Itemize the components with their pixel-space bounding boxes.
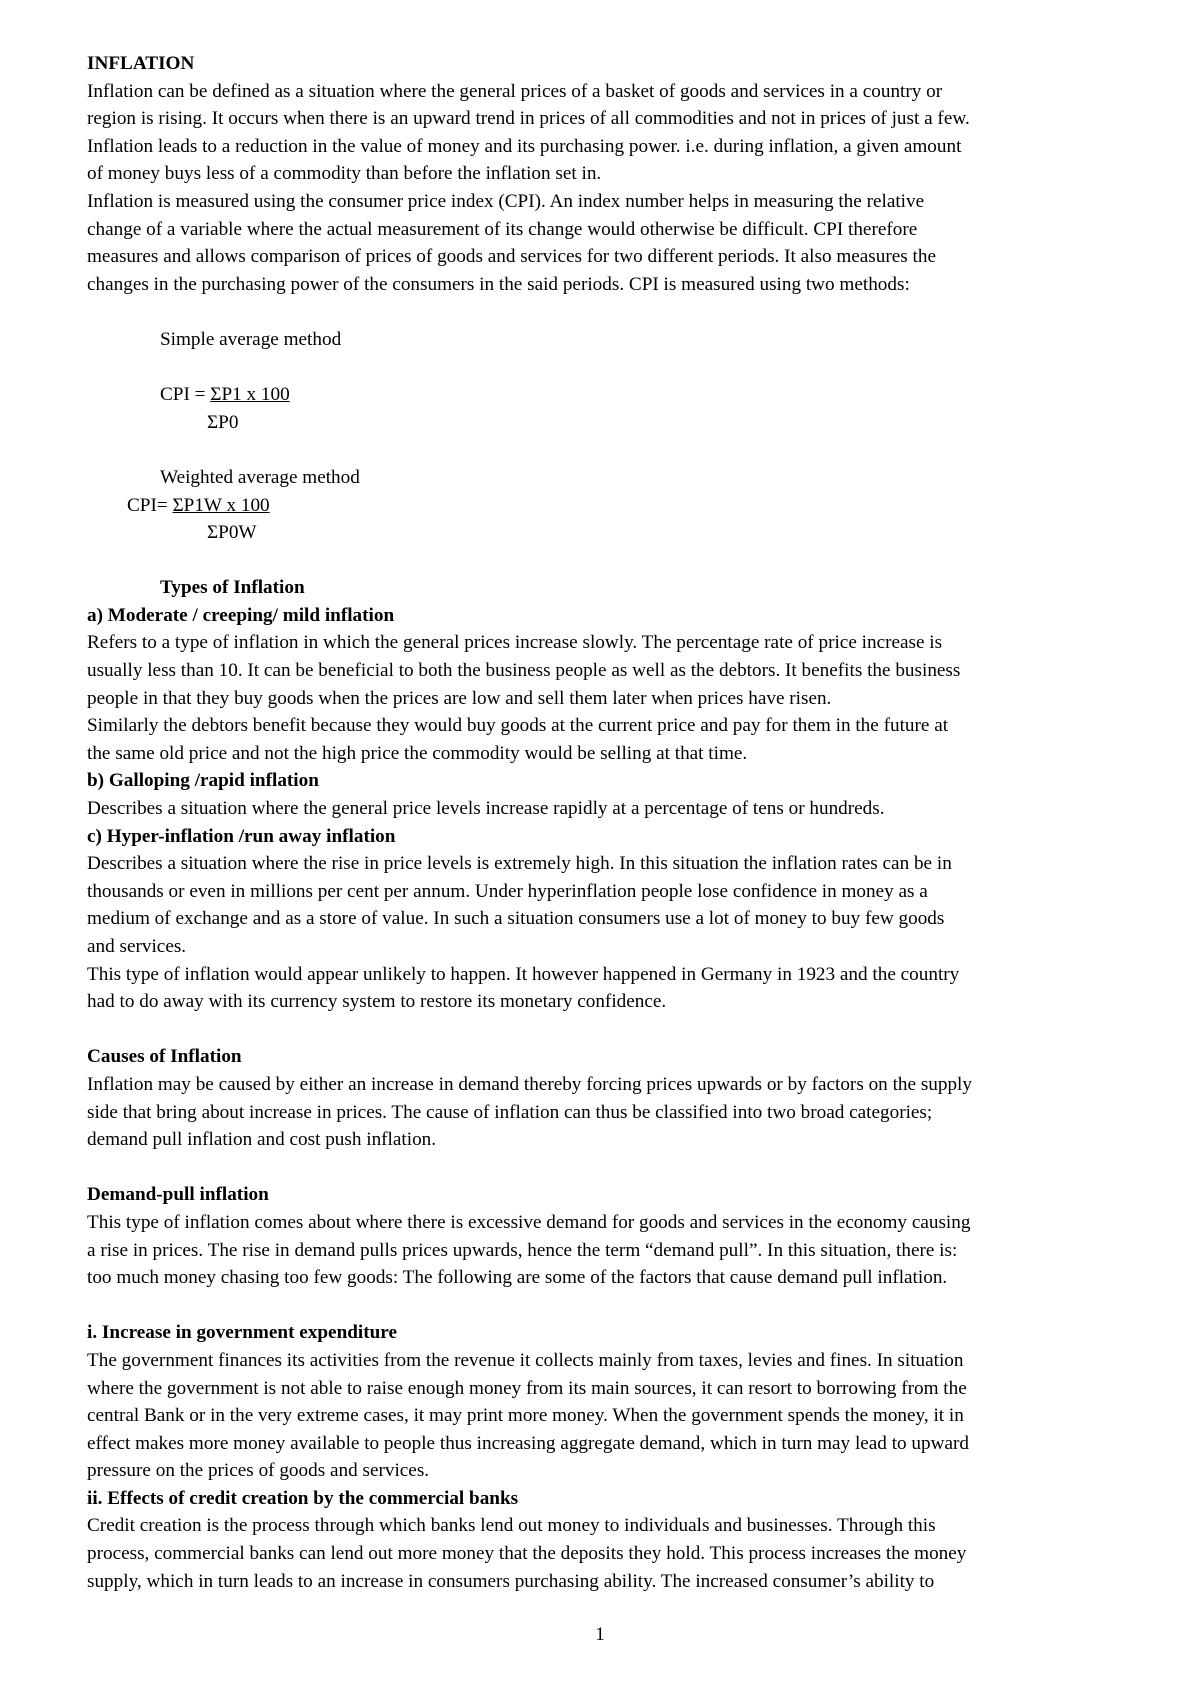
text-line: region is rising. It occurs when there is an upward trend in prices of all commodities and not in prices of just a few. — [87, 108, 970, 130]
weighted-method-label: Weighted average method — [160, 466, 360, 488]
text-line: changes in the purchasing power of the consumers in the said periods. CPI is measured using two methods: — [87, 273, 910, 295]
text-line: side that bring about increase in prices. The cause of inflation can thus be classified into two broad categories; — [87, 1101, 933, 1123]
formula-denominator: ΣP0 — [207, 411, 239, 433]
text-line: change of a variable where the actual measurement of its change would otherwise be difficult. CPI therefore — [87, 218, 918, 240]
weighted-cpi-formula — [87, 492, 1127, 547]
formula-numerator: ΣP1 x 100 — [210, 384, 290, 406]
text-line: too much money chasing too few goods: The following are some of the factors that cause demand pull inflation. — [87, 1267, 948, 1289]
text-line: supply, which in turn leads to an increase in consumers purchasing ability. The increased consumer’s ability to — [87, 1570, 935, 1592]
intro-paragraph — [87, 78, 1127, 299]
text-line: a rise in prices. The rise in demand pulls prices upwards, hence the term “demand pull”. In this situation, there is: — [87, 1239, 958, 1261]
text-line: pressure on the prices of goods and services. — [87, 1460, 430, 1482]
text-line: usually less than 10. It can be beneficial to both the business people as well as the debtors. It benefits the business — [87, 660, 961, 682]
text-line: central Bank or in the very extreme cases, it may print more money. When the government spends the money, it in — [87, 1405, 964, 1427]
text-line: Credit creation is the process through which banks lend out money to individuals and businesses. Through this — [87, 1515, 936, 1537]
document-title: INFLATION — [87, 53, 195, 74]
text-line: people in that they buy goods when the prices are low and sell them later when prices have risen. — [87, 687, 832, 709]
text-line: thousands or even in millions per cent per annum. Under hyperinflation people lose confidence in money as a — [87, 880, 928, 902]
text-line: Inflation is measured using the consumer price index (CPI). An index number helps in measuring the relative — [87, 190, 925, 212]
formula-denominator: ΣP0W — [207, 522, 257, 544]
text-line: Describes a situation where the general price levels increase rapidly at a percentage of tens or hundreds. — [87, 798, 885, 820]
text-line: the same old price and not the high price the commodity would be selling at that time. — [87, 742, 748, 764]
text-line: demand pull inflation and cost push inflation. — [87, 1129, 437, 1151]
hyper-heading: c) Hyper-inflation /run away inflation — [87, 825, 396, 847]
text-line: Inflation can be defined as a situation where the general prices of a basket of goods and services in a country or — [87, 80, 943, 102]
text-line: Describes a situation where the rise in price levels is extremely high. In this situation the inflation rates can be in — [87, 853, 952, 875]
text-line: where the government is not able to raise enough money from its main sources, it can resort to borrowing from the — [87, 1377, 967, 1399]
causes-heading: Causes of Inflation — [87, 1046, 242, 1068]
text-line: Refers to a type of inflation in which the general prices increase slowly. The percentage rate of price increase is — [87, 632, 943, 654]
text-line: Similarly the debtors benefit because they would buy goods at the current price and pay for them in the future at — [87, 715, 949, 737]
text-line: had to do away with its currency system to restore its monetary confidence. — [87, 991, 667, 1013]
text-line: effect makes more money available to people thus increasing aggregate demand, which in turn may lead to upward — [87, 1432, 969, 1454]
moderate-heading: a) Moderate / creeping/ mild inflation — [87, 604, 395, 626]
text-line: process, commercial banks can lend out more money that the deposits they hold. This process increases the money — [87, 1543, 967, 1565]
formula-lhs: CPI= — [127, 494, 173, 516]
text-line: and services. — [87, 936, 187, 957]
text-line: Inflation may be caused by either an increase in demand thereby forcing prices upwards or by factors on the supply — [87, 1073, 972, 1095]
text-line: measures and allows comparison of prices of goods and services for two different periods. It also measures the — [87, 246, 936, 268]
text-line: medium of exchange and as a store of value. In such a situation consumers use a lot of money to buy few goods — [87, 908, 945, 930]
gov-expenditure-heading: i. Increase in government expenditure — [87, 1322, 397, 1344]
text-line: of money buys less of a commodity than before the inflation set in. — [87, 163, 602, 185]
galloping-heading: b) Galloping /rapid inflation — [87, 770, 319, 792]
formula-lhs: CPI = — [160, 384, 211, 406]
text-line: This type of inflation comes about where there is excessive demand for goods and services in the economy causing — [87, 1211, 971, 1233]
simple-method-label: Simple average method — [160, 328, 342, 350]
formula-numerator: ΣP1W x 100 — [172, 494, 270, 516]
demand-pull-heading: Demand-pull inflation — [87, 1184, 269, 1206]
document-page — [87, 50, 1127, 1595]
text-line: This type of inflation would appear unlikely to happen. It however happened in Germany in 1923 and the country — [87, 963, 960, 985]
types-heading: Types of Inflation — [160, 577, 305, 599]
text-line: Inflation leads to a reduction in the value of money and its purchasing power. i.e. during inflation, a given amount — [87, 135, 962, 157]
credit-creation-heading: ii. Effects of credit creation by the commercial banks — [87, 1487, 519, 1509]
page-number: 1 — [595, 1624, 605, 1645]
text-line: The government finances its activities from the revenue it collects mainly from taxes, levies and fines. In situation — [87, 1349, 964, 1371]
simple-cpi-formula — [87, 381, 1127, 436]
